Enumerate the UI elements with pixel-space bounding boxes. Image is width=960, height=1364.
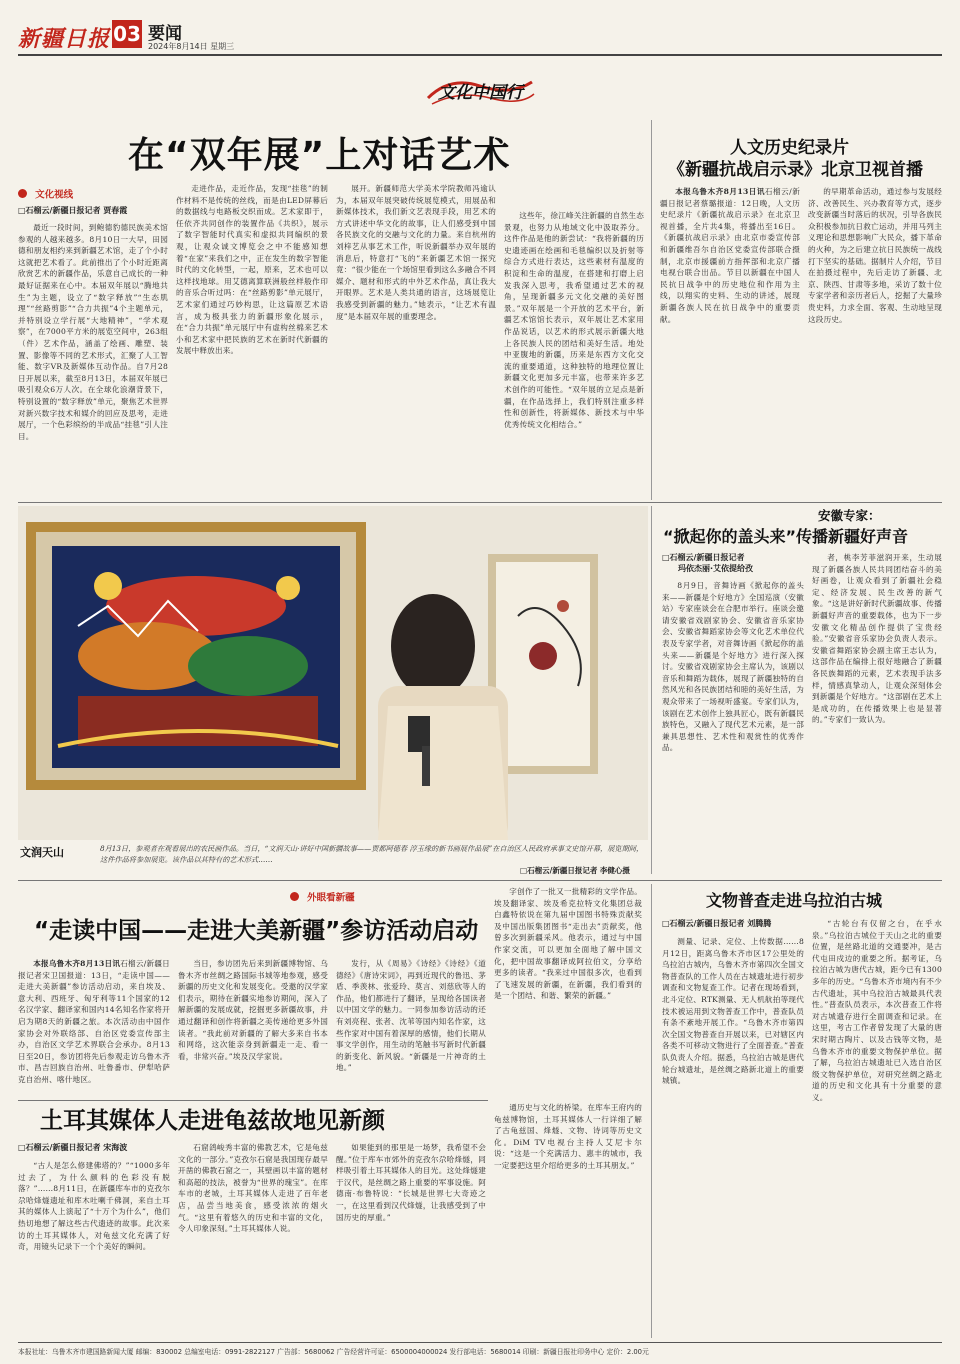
tag-label: 文化视线 [35,189,74,201]
masthead-logo: 新疆日报 [18,26,111,52]
column-divider-2 [651,506,652,874]
photo-credit: □石榴云/新疆日报记者 李健心摄 [520,866,630,875]
main-byline: □石榴云/新疆日报记者 贾春霞 [18,206,128,215]
footer-text: 本报社址：乌鲁木齐市建国路新闻大厦 邮编：830002 总编室电话：0991-2822127 广告部：5680062 广告经营许可证：6500004000024 发行部电话：5680014 印刷：新疆日报社印务中心 定价：2.00元 [18,1348,649,1356]
lower2-col-3: 如果能到的那里是一场梦，我希望不会醒。”位于库车市郊外的克孜尔尕哈烽燧，同样吸引着土耳其媒体人的目光。这处烽燧建于汉代，是丝绸之路上重要的军事设施。阿德南·布鲁特说：“长城是世界七大奇迹之一，在这里看到汉代烽燧，让我感受到了中国历史的厚重。” [336,1143,486,1222]
right2-col-1: 8月9日，音舞诗画《掀起你的盖头来——新疆是个好地方》全国巡演（安徽站）专家座谈会在合肥市举行。座谈会邀请安徽省戏剧家协会、安徽省音乐家协会、安徽省舞蹈家协会等文化艺术单位代表及专家学者，对音舞诗画《掀起你的盖头来——新疆是个好地方》进行深入探讨。安徽省戏剧家协会主席认为，该剧以音乐和舞蹈为载体，展现了新疆独特的自然风光和各民族团结和睦的美好生活，为观众带来了一场视听盛宴。专家们认为，该剧在艺术创作上独具匠心，既有新疆民族特色，又融入了现代艺术元素，是一部兼具思想性、艺术性和观赏性的优秀作品。 [662,581,804,753]
right2-kicker: 安徽专家： [818,508,881,523]
tag-dot-icon [18,189,27,198]
right1-headline-2: 《新疆抗战启示录》北京卫视首播 [668,160,923,180]
right1-col-2: 的早期革命活动，通过参与发展经济、改善民生、兴办教育等方式，逐步改变新疆当时落后的状况，引导各族民众积极参加抗日救亡运动，并用马列主义理论和思想影响广大民众，播下革命的火种，为之后建立抗日民族统一战线打下坚实的基础。据制片人介绍，节目在拍摄过程中，先后走访了新疆、北京、陕西、甘肃等多地，采访了数十位专家学者和亲历者后人，挖掘了大量珍贵史料，力求全面、客观、生动地呈现这段历史。 [808,187,942,324]
lower-col-3: 发行，从《周易》《诗经》《诗经》《道德经》《唐诗宋词》，再到近现代的鲁迅、茅盾、季羡林、张爱玲、莫言、刘慈欣等人的作品，他们都进行了翻译，呈现给各国读者以中国文学的魅力。一同参加参访活动的还有刘亮程、张者、沈苇等国内知名作家，这些作家对中国有着深厚的感情，他们长期从事文学创作，用生动的笔触书写新时代新疆的新变化、新风貌。“新疆是一片神奇的土地。” [336,959,486,1073]
lower2-headline: 土耳其媒体人走进龟兹故地见新颜 [40,1108,385,1134]
badge-text: 文化中国行 [438,83,523,103]
lower-right-headline: 文物普查走进乌拉泊古城 [706,891,883,910]
lower-col-1: 本报乌鲁木齐8月13日讯石榴云/新疆日报记者宋卫国报道：13日，“走读中国——走进大美新疆”参访活动启动，来自埃及、意大利、西班牙、匈牙利等11个国家的12名汉学家、翻译家和国内14名知名作家将开启为期8天的新疆之旅。本次活动由中国作家协会对外联络部、自治区党委宣传部主办，自治区文学艺术界联合会承办。8月13日至20日，参访团将先后参观走访乌鲁木齐市、昌吉回族自治州、吐鲁番市、伊犁哈萨克自治州、喀什地区。 [18,959,170,1084]
lower-col-4: 字创作了一批又一批精彩的文学作品。埃及翻译家、埃及希克拉特文化集团总裁白鑫特依说在第九届中国图书特殊贡献奖及中国出版集团图书“走出去”贡献奖，他曾多次到新疆采风。他表示，通过与中国作家交流，可以更加全面地了解中国文化，把中国故事翻译成阿拉伯文，分享给更多的读者。“我来过中国很多次，也看到了飞速发展的新疆，在新疆，我们看到的是一个团结、和谐、繁荣的新疆。” [494,887,642,1001]
lower-lead: 本报乌鲁木齐8月13日讯 [33,959,121,968]
lower2-col-1: “古人是怎么修建佛塔的？”“1000多年过去了，为什么颜料的色彩没有脱落？”……8月11日，在新疆库车市的克孜尔尕哈烽燧遗址和库木吐喇千佛洞，来自土耳其的媒体人上演起了“十万个为什么”，他们热切地想了解这些古代遗迹的故事。此次来访的土耳其媒体人，对龟兹文化充满了好奇，用镜头记录下一个个美好的瞬间。 [18,1161,170,1252]
right2-headline: “掀起你的盖头来”传播新疆好声音 [663,527,909,546]
lower-tag [290,886,355,904]
footer-rule [18,1342,942,1343]
right1-col-1: 本报乌鲁木齐8月13日讯石榴云/新疆日报记者蔡璐报道：12日晚，人文历史纪录片《新疆抗战启示录》在北京卫视首播，全片共4集，将播出至16日。《新疆抗战启示录》由北京市委宣传部和新疆维吾尔自治区党委宣传部联合摄制，北京市援疆前方指挥部和北京广播电视台联合出品。节目以新疆在中国人民抗日战争中的历史地位和作用为主线，以翔实的史料、生动的讲述，展现新疆各族人民在抗日战争中的重要贡献。 [660,187,800,324]
right1-headline-1: 人文历史纪录片 [730,138,849,158]
lower-headline: “走读中国——走进大美新疆”参访活动启动 [34,918,479,944]
right1-lead: 本报乌鲁木齐8月13日讯 [675,187,765,196]
photo-label: 文润天山 [20,846,64,859]
culture-badge [420,68,540,114]
column-divider-3 [651,884,652,1338]
column-divider [651,120,652,500]
right2-col-2: 者，桃李芳菲滋润开来，生动展现了新疆各族人民共同团结奋斗的美好画卷，让观众看到了新疆社会稳定、经济发展、民生改善的新气象。“这是讲好新时代新疆故事、传播新疆好声音的重要载体，也为下一步安徽文化精品创作提供了宝贵经验。”安徽省音乐家协会负责人表示。安徽省舞蹈家协会副主席王志认为，这部作品在编排上很好地融合了新疆各民族舞蹈的元素，艺术表现手法多样，情感真挚动人，让观众深刻体会到新疆是个好地方。“这部剧在艺术上是成功的，在传播效果上也是显著的。”专家们一致认为。 [812,553,942,725]
lower-right-byline: □石榴云/新疆日报记者 刘腾腾 [662,919,772,928]
lower-col-2: 当日，参访团先后来到新疆博物馆、乌鲁木齐市丝绸之路国际书城等地参观，感受新疆的历史文化和发展变化。受邀的汉学家们表示，期待在新疆实地参访期间，深入了解新疆的发展成就，挖掘更多新疆故事，并通过翻译和创作将新疆之美传递给更多外国读者。“我此前对新疆的了解大多来自书本和网络，这次能亲身到新疆走一走、看一看，非常兴奋。”埃及汉学家说。 [178,959,328,1061]
section-divider-3 [18,1100,488,1101]
main-col-2: 走进作品，走近作品，发现“挂毯”的制作材料不是传统的丝线，而是由LED屏幕后的数据线与电路板交织而成。艺术家即于，任依齐共同创作的装置作品《共织》，展示了数字智能时代真实和虚拟共同编织的景观，让观众诚文博览会之中不能感知想着“在家”来我们之中，正在发生的数字智能时代的文化转型，一起，原来，艺术也可以这样找地球。用艾德离算联洲般丝样般作印的音乐合听过吗：在“丝路剪影”单元展厅，艺术家们通过巧妙构思，让这篇原艺术语言，成为极具张力的新疆形象化展示，在“合力共振”单元展厅中有虚构丝棉来艺术小和艺术家中把民族的艺术在新时代新疆的发展中释放出来。 [176,184,328,356]
section-tag [18,183,74,201]
masthead-rule [18,54,942,56]
photo-caption: 8月13日，参观者在观看展出的农民画作品。当日，“文润天山·讲好中国新疆故事——贾都阿德春 淳玉缘的新书画展作品展”在自治区人民政府承事文史馆开幕，展览期间，这件作品将参加展览。该作品以其特有的艺术形式…… [100,844,644,864]
lower2-col-2: 石窟鸽峻秀丰富的佛教艺术，它是龟兹文化的一部分。”克孜尔石窟是我国现存最早开凿的佛教石窟之一，其壁画以丰富的题材和高超的技法，被誉为“世界的瑰宝”。在库车市的老城，土耳其媒体人走进了百年老店，品尝当地美食，感受浓浓的烟火气。“这里有着悠久的历史和丰富的文化，令人印象深刻。”土耳其媒体人说。 [178,1143,328,1234]
lower-right-col-1: 测量、记录、定位、上传数据……8月12日，距离乌鲁木齐市区17公里处的乌拉泊古城内，乌鲁木齐市第四次全国文物普查队的工作人员在古城遗址进行初步调查和文物复查工作。记者在现场看到，北斗定位、RTK测量、无人机航拍等现代技术被运用到文物普查工作中，普查队员有条不紊地开展工作。“乌鲁木齐市第四次全国文物普查自开展以来，已对辖区内各类不可移动文物进行了全面普查。”普查队负责人介绍。据悉，乌拉泊古城是唐代轮台城遗址，是丝绸之路新北道上的重要城镇。 [662,937,804,1086]
lower2-col-4: 通历史与文化的桥梁。在库车王府内的龟兹博物馆，土耳其媒体人一行详细了解了古龟兹国、烽燧、文物、诗词等历史文化。DiM TV电视台主持人艾尼卡尔说：“这是一个充满活力、惠丰的城市，我一定要把这里介绍给更多的土耳其朋友。” [494,1103,642,1170]
right2-byline-2: 玛依杰丽·艾依提给孜 [678,564,754,573]
main-col-4: 这些年，徐江峰关注新疆的自然生态景观，也努力从地域文化中汲取养分。这件作品是他的新尝试：“我将新疆的历史遗迹画在绘画和毛毯编织以及折射等综合方式进行表达，这些素材有温度的积淀和生命的温度，在搭建和打磨上启发我深入思考，我希望通过艺术的视角，呈现新疆多元文化交融的美好图景。”双年展是一个开放的艺术平台，新疆艺术馆馆长表示，双年展让艺术家用作品说话，以艺术的形式展示新疆大地上各民族人民的团结和美好生活。地处中亚腹地的新疆，历来是东西方文化交流的重要通道，这种独特的地理位置让新疆文化更加多元丰富，也带来许多艺术创作的可能性。“双年展的立足点是新疆，在作品选择上，我们特别注重多样性和创新性，将新媒体、新技术与中华优秀传统文化相结合。” [504,211,644,429]
masthead [18,20,942,52]
lower-tag-dot-icon [290,892,299,901]
main-col-3: 展开。新疆师范大学美术学院教师冯逾认为，本届双年展突破传统展览模式，用展品和新媒体技术，我们新文艺表现手段，用艺术的方式讲述中华文化的故事，让人们感受到中国各民族文化的交融与文化的力量。来自杭州的刘梓艺从事艺术工作，听说新疆举办双年展的消息后，特意打“飞的”来新疆艺术馆一探究竟：“很少能在一个场馆里看到这么多融合不同媒介、题材和形式的中外艺术作品，真让我大开眼界。艺术是人类共通的语言，这场展览让我感受到新疆的魅力。”她表示，“让艺术有温度”是本届双年展的重要理念。 [336,184,496,321]
section-title: 要闻 [148,24,182,44]
feature-photo [18,506,648,840]
lower-right-col-2: “古轮台有仅留之台，在乎水泉。”乌拉泊古城位于天山之北的重要位置，是丝路北道的交通要冲，是古代屯田戍边的重要之所。据考证，乌拉泊古城为唐代古城，距今已有1300多年的历史。“乌鲁木齐市境内有不少古代遗址，其中乌拉泊古城最具代表性。”普查队员表示，本次普查工作将对古城遗存进行全面调查和记录。在这里，考古工作者曾发现了大量的唐宋时期古陶片、以及古钱等文物，是乌鲁木齐市的重要文物保护单位。据了解，乌拉泊古城遗址已入选自治区级文物保护单位，对研究丝绸之路北道的历史和文化具有十分重要的意义。 [812,919,942,1102]
masthead-date: 2024年8月14日 星期三 [148,42,235,51]
main-col-1: 最近一段时间，到鲍德豹德民族美术馆参观的人越来越多。8月10日一大早，田园德和朋友相约来到新疆艺术馆，走了个小时这就把艺术看了。此前推出了个小时近距离欣赏艺术的新疆作品，乐意自己成长的一种最好证据来在心中。本届双年展以“腾地共生”为主题，设立了“数字释放”“生态肌理”“丝路剪影”“合力共振”4个主题单元，并特别设立学行展“大地精神”，“学术观察”，在7000平方米的展览空间中，263组（件）艺术作品，涵盖了绘画、雕塑、装置、影像等不同的艺术形式，汇聚了人工智能、数字VR及新媒体互动作品。自7月28日开展以来，截至8月13日，本届双年展已吸引观众6万人次。在全球化浪潮背景下，特别设置的“数字释放”单元，聚焦艺术世界对新兴数字技术和媒介的回应及思考，走进展厅，一个色彩缤纷的半成品“挂毯”引人注目。 [18,223,168,441]
lower-tag-label: 外眼看新疆 [307,892,355,904]
lower2-byline: □石榴云/新疆日报记者 宋海波 [18,1143,128,1152]
page-number: 03 [113,22,141,46]
main-headline: 在“双年展”上对话艺术 [128,135,511,176]
section-divider-2 [18,880,942,881]
photo-illustration [18,506,648,840]
section-divider [18,502,942,503]
right2-byline-1: □石榴云/新疆日报记者 [662,553,745,562]
